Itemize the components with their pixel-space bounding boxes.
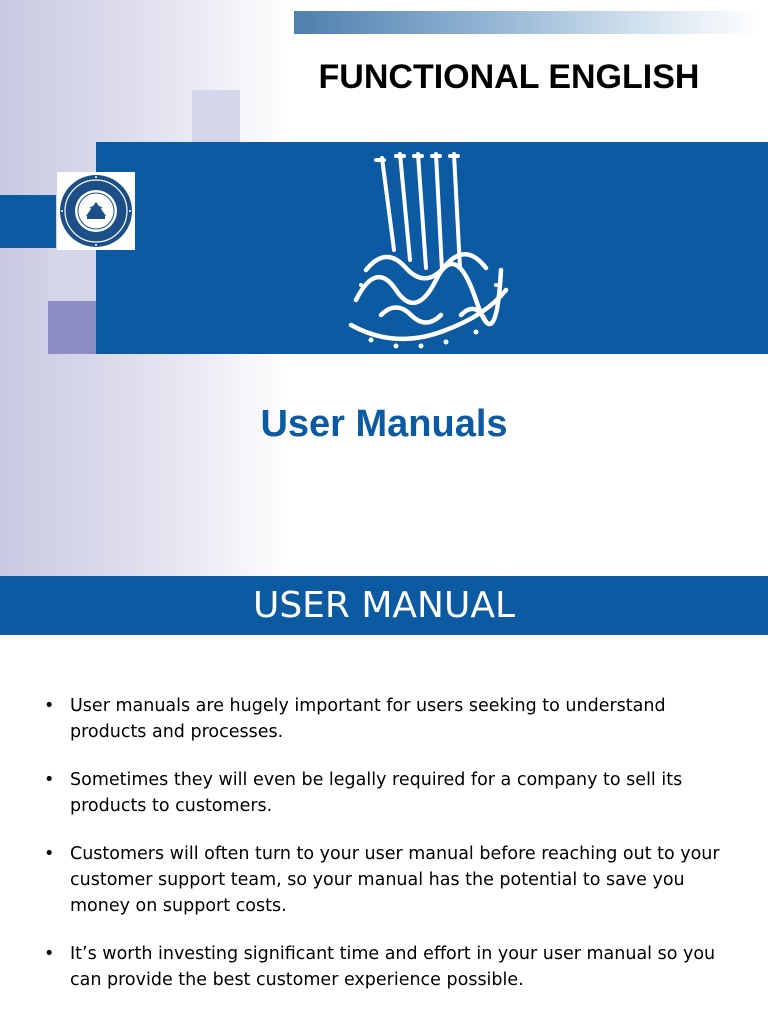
content-slide <box>0 576 768 1024</box>
slide-heading: USER MANUAL <box>0 576 768 635</box>
top-gradient-bar <box>294 11 758 34</box>
decor-square <box>48 248 96 301</box>
list-item <box>42 767 722 819</box>
bullet-text: User manuals are hugely important for users seeking to understand products and processes. <box>70 696 666 742</box>
decor-square <box>192 90 240 142</box>
bullet-icon: • <box>44 944 55 964</box>
bullet-text: Customers will often turn to your user manual before reaching out to your customer support team, so your manual has the potential to save you money on support costs. <box>70 844 720 916</box>
decor-square <box>48 301 96 354</box>
bullet-text: Sometimes they will even be legally required for a company to sell its products to customers. <box>70 770 683 816</box>
bullet-icon: • <box>44 844 55 864</box>
bullet-text: It’s worth investing significant time and effort in your user manual so you can provide the best customer experience possible. <box>70 944 716 990</box>
university-seal-icon <box>57 172 135 250</box>
blue-band-left <box>0 195 56 248</box>
list-item <box>42 841 722 919</box>
bullet-list <box>42 693 722 1015</box>
bullet-icon: • <box>44 770 55 790</box>
slide-title: FUNCTIONAL ENGLISH <box>318 58 700 96</box>
bismillah-calligraphy-icon <box>336 150 516 355</box>
list-item <box>42 693 722 745</box>
list-item <box>42 941 722 993</box>
bullet-icon: • <box>44 696 55 716</box>
slide-subtitle: User Manuals <box>260 403 508 445</box>
